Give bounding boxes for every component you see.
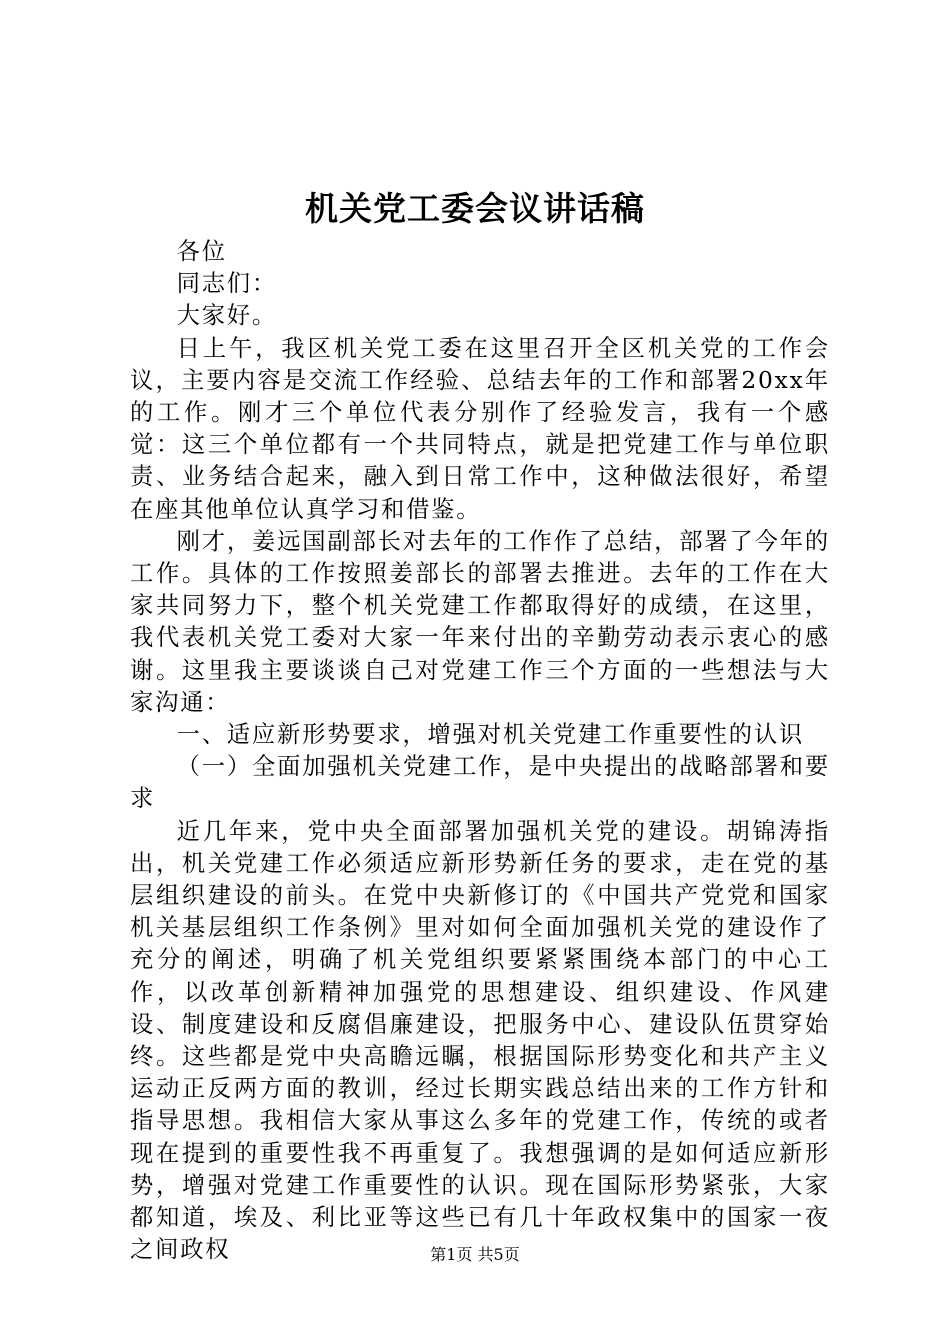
greeting-line: 各位 — [176, 238, 227, 265]
greeting-line: 大家好。 — [176, 302, 277, 330]
document-body — [130, 236, 830, 1267]
subsection-heading: （一）全面加强机关党建工作，是中央提出的战略部署和要求 — [130, 753, 830, 813]
section-heading: 一、适应新形势要求，增强对机关党建工作重要性的认识 — [176, 721, 805, 749]
page-footer: 第1页 共5页 — [430, 1245, 520, 1264]
body-paragraph: 近几年来，党中央全面部署加强机关党的建设。胡锦涛指出，机关党建工作必须适应新形势新任务的要求，走在党的基层组织建设的前头。在党中央新修订的《中国共产党党和国家机关基层组织工作条例》里对如何全面加强机关党的建设作了充分的阐述，明确了机关党组织要紧紧围绕本部门的中心工作，以改革创新精神加强党的思想建设、组织建设、作风建设、制度建设和反腐倡廉建设，把服务中心、建设队伍贯穿始终。这些都是党中央高瞻远瞩，根据国际形势变化和共产主义运动正反两方面的教训，经过长期实践总结出来的工作方针和指导思想。我相信大家从事这么多年的党建工作，传统的或者现在提到的重要性我不再重复了。我想强调的是如何适应新形势，增强对党建工作重要性的认识。现在国际形势紧张，大家都知道，埃及、利比亚等这些已有几十年政权集中的国家一夜之间政权 — [130, 817, 830, 1264]
document-title: 机关党工委会议讲话稿 — [305, 189, 645, 228]
greeting-line: 同志们： — [176, 270, 277, 298]
body-paragraph: 日上午，我区机关党工委在这里召开全区机关党的工作会议，主要内容是交流工作经验、总结去年的工作和部署20xx年的工作。刚才三个单位代表分别作了经验发言，我有一个感觉：这三个单位都有一个共同特点，就是把党建工作与单位职责、业务结合起来，融入到日常工作中，这种做法很好，希望在座其他单位认真学习和借鉴。 — [130, 334, 830, 523]
body-paragraph: 刚才，姜远国副部长对去年的工作作了总结，部署了今年的工作。具体的工作按照姜部长的部署去推进。去年的工作在大家共同努力下，整个机关党建工作都取得好的成绩，在这里，我代表机关党工委对大家一年来付出的辛勤劳动表示衷心的感谢。这里我主要谈谈自己对党建工作三个方面的一些想法与大家沟通： — [130, 527, 830, 716]
